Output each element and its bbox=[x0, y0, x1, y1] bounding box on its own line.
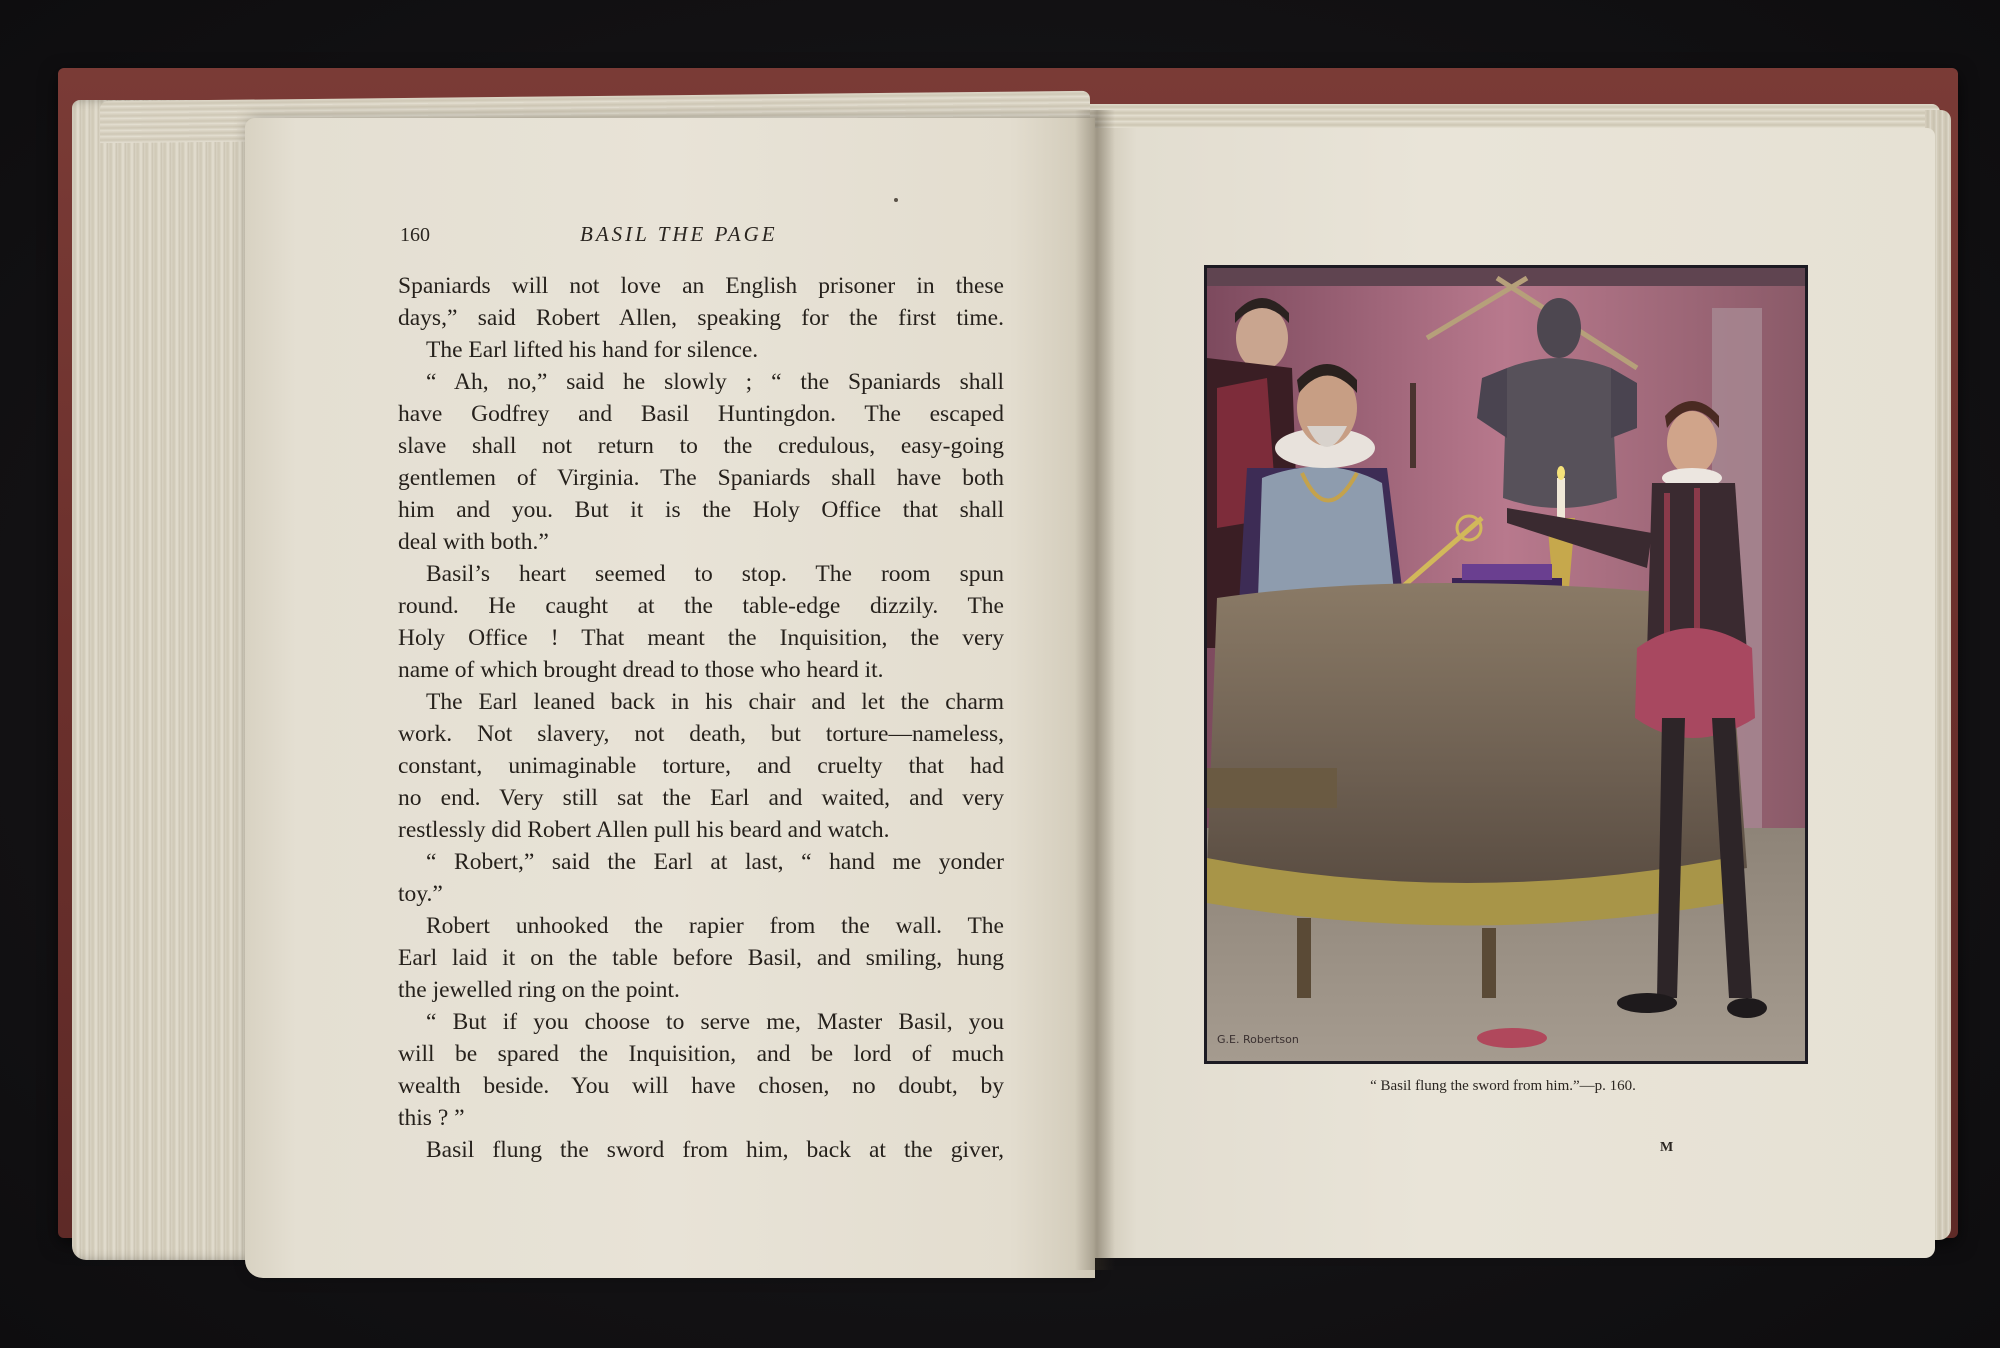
wall-dagger bbox=[1410, 383, 1416, 468]
text-line: toy.” bbox=[398, 881, 443, 907]
illustration-drawing bbox=[1207, 268, 1805, 1061]
text-line: constant, unimaginable torture, and cruelty that had bbox=[398, 753, 1004, 779]
text-line: work. Not slavery, not death, but torture—nameless, bbox=[398, 721, 1004, 747]
illustration bbox=[1204, 265, 1808, 1064]
text-line: deal with both.” bbox=[398, 529, 549, 555]
text-line: have Godfrey and Basil Huntingdon. The escaped bbox=[398, 401, 1004, 427]
paper-speck bbox=[894, 198, 898, 202]
body-text bbox=[398, 270, 1004, 1166]
book-cushion bbox=[1462, 564, 1552, 580]
candle-flame bbox=[1557, 466, 1565, 480]
signature-mark: M bbox=[1660, 1140, 1674, 1155]
text-line: “ Robert,” said the Earl at last, “ hand me yonder bbox=[426, 849, 1004, 875]
candle bbox=[1557, 478, 1565, 518]
text-line: Basil’s heart seemed to stop. The room spun bbox=[426, 561, 1004, 587]
text-line: no end. Very still sat the Earl and waited, and very bbox=[398, 785, 1004, 811]
illustration-caption: “ Basil flung the sword from him.”—p. 160. bbox=[1370, 1078, 1636, 1094]
basil-shoe-left bbox=[1617, 993, 1677, 1013]
table-leg-2 bbox=[1482, 928, 1496, 998]
basil-shoe-right bbox=[1727, 998, 1767, 1018]
text-line: Spaniards will not love an English prisoner in these bbox=[398, 273, 1004, 299]
text-line: wealth beside. You will have chosen, no doubt, by bbox=[398, 1073, 1004, 1099]
side-table bbox=[1207, 768, 1337, 808]
text-line: gentlemen of Virginia. The Spaniards shall have both bbox=[398, 465, 1004, 491]
cap-on-floor bbox=[1477, 1028, 1547, 1048]
basil-breeches bbox=[1635, 628, 1755, 738]
text-line: him and you. But it is the Holy Office that shall bbox=[398, 497, 1004, 523]
page-number: 160 bbox=[400, 224, 430, 246]
running-title: BASIL THE PAGE bbox=[580, 222, 778, 246]
text-line: restlessly did Robert Allen pull his beard and watch. bbox=[398, 817, 890, 843]
text-line: Basil flung the sword from him, back at the giver, bbox=[426, 1137, 1004, 1163]
armour-helmet bbox=[1537, 298, 1581, 358]
table-leg bbox=[1297, 918, 1311, 998]
text-line: “ Ah, no,” said he slowly ; “ the Spaniards shall bbox=[426, 369, 1004, 395]
basil-face bbox=[1667, 411, 1717, 475]
text-line: The Earl lifted his hand for silence. bbox=[426, 337, 759, 363]
text-line: Robert unhooked the rapier from the wall. The bbox=[426, 913, 1004, 939]
text-line: slave shall not return to the credulous, easy-going bbox=[398, 433, 1004, 459]
text-line: round. He caught at the table-edge dizzily. The bbox=[398, 593, 1004, 619]
text-line: Earl laid it on the table before Basil, and smiling, hung bbox=[398, 945, 1004, 971]
attendant-face bbox=[1236, 306, 1288, 370]
text-line: the jewelled ring on the point. bbox=[398, 977, 680, 1003]
text-line: will be spared the Inquisition, and be lord of much bbox=[398, 1041, 1004, 1067]
text-line: name of which brought dread to those who heard it. bbox=[398, 657, 884, 683]
text-line: The Earl leaned back in his chair and let the charm bbox=[426, 689, 1004, 715]
book-gutter bbox=[1075, 110, 1115, 1270]
running-header bbox=[400, 222, 1010, 252]
text-line: Holy Office ! That meant the Inquisition, the very bbox=[398, 625, 1004, 651]
text-line: “ But if you choose to serve me, Master Basil, you bbox=[426, 1009, 1004, 1035]
text-line: days,” said Robert Allen, speaking for the first time. bbox=[398, 305, 1004, 331]
artist-signature: G.E. Robertson bbox=[1217, 1033, 1299, 1046]
left-page-stack bbox=[72, 100, 272, 1260]
text-line: this ? ” bbox=[398, 1105, 465, 1131]
